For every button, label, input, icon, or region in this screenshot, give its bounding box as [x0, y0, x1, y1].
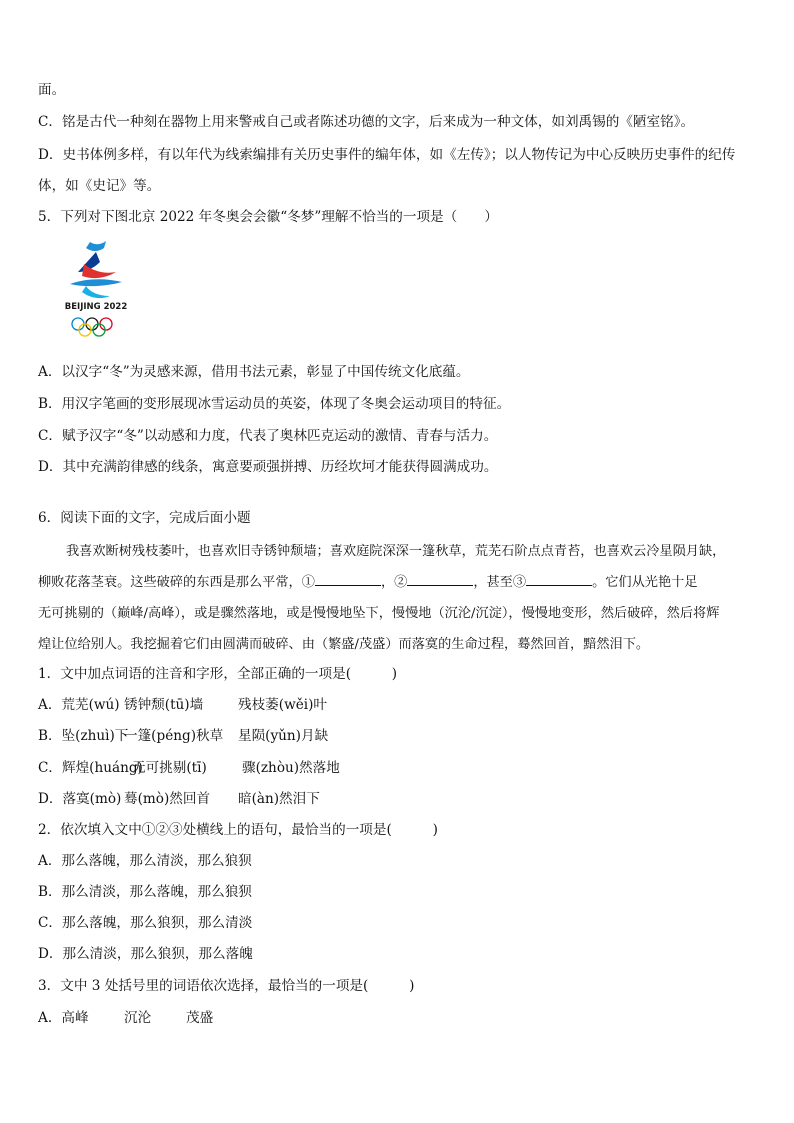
question-5-option-a: A．以汉字“冬”为灵感来源，借用书法元素，彰显了中国传统文化底蕴。 [38, 364, 470, 380]
question-5-option-c: C．赋予汉字“冬”以动感和力度，代表了奥林匹克运动的激情、青春与活力。 [38, 428, 498, 444]
question-5-option-b: B．用汉字笔画的变形展现冰雪运动员的英姿，体现了冬奥会运动项目的特征。 [38, 396, 511, 412]
passage-line-4: 煌让位给别人。我挖掘着它们由圆满而破碎、由（繁盛/茂盛）而落寞的生命过程，蓦然回首，黯然泪下。 [38, 637, 650, 652]
logo-stroke-lightblue [82, 286, 110, 298]
question-5-option-d: D．其中充满韵律感的线条，寓意要顽强拼搏、历经坎坷才能获得圆满成功。 [38, 459, 498, 475]
sub3-option-a: A．高峰 沉沦 茂盛 [38, 1010, 214, 1026]
reading-passage [38, 536, 758, 660]
sub1-option-c: C．辉煌(huáng)无可挑剔(tī) 骤(zhòu)然落地 [38, 760, 340, 776]
logo-stroke-blue [86, 241, 106, 251]
sub2-option-b: B．那么清淡，那么落魄，那么狼狈 [38, 884, 252, 900]
beijing-2022-logo [56, 238, 136, 342]
logo-text: BEIJING 2022 [64, 302, 128, 312]
sub-question-2: 2．依次填入文中①②③处横线上的语句，最恰当的一项是( ) [38, 822, 438, 838]
sub-question-1: 1．文中加点词语的注音和字形，全部正确的一项是( ) [38, 666, 398, 682]
option-d: D．史书体例多样，有以年代为线索编排有关历史事件的编年体，如《左传》；以人物传记为中心反映历史事件的纪传 [38, 147, 736, 163]
blank-1 [315, 571, 381, 586]
blank-2 [407, 571, 473, 586]
sub2-option-c: C．那么落魄，那么狼狈，那么清淡 [38, 915, 253, 931]
sub2-option-a: A．那么落魄，那么清淡，那么狼狈 [38, 853, 252, 869]
sub1-option-b: B．坠(zhuì)下一篷(péng)秋草 星陨(yǔn)月缺 [38, 728, 329, 744]
passage-line-2: 柳败花落茎衰。这些破碎的东西是那么平常，① ，② ，甚至③ 。它们从光艳十足 [38, 567, 758, 598]
sub2-option-d: D．那么清淡，那么狼狈，那么落魄 [38, 946, 253, 962]
question-5: 5．下列对下图北京 2022 年冬奥会会徽“冬梦”理解不恰当的一项是（ ） [38, 209, 499, 225]
question-6: 6．阅读下面的文字，完成后面小题 [38, 510, 251, 526]
text-line: 面。 [38, 82, 66, 98]
passage-line-3: 无可挑剔的（巅峰/高峰），或是骤然落地，或是慢慢地坠下，慢慢地（沉沦/沉淀），慢慢地变形，然后破碎，然后将辉 [38, 606, 720, 621]
sub1-option-d: D．落寞(mò) 蓦(mò)然回首 暗(àn)然泪下 [38, 791, 320, 807]
option-c: C．铭是古代一种刻在器物上用来警戒自己或者陈述功德的文字，后来成为一种文体，如刘禹锡的《陋室铭》。 [38, 114, 695, 130]
sub-question-3: 3．文中 3 处括号里的词语依次选择，最恰当的一项是( ) [38, 978, 415, 994]
blank-3 [526, 571, 592, 586]
sub1-option-a: A．荒芜(wú) 锈钟颓(tū)墙 残枝萎(wěi)叶 [38, 697, 328, 713]
olympic-rings-icon [72, 318, 112, 336]
option-d-continued: 体，如《史记》等。 [38, 178, 161, 194]
passage-line-1: 我喜欢断树残枝萎叶，也喜欢旧寺锈钟颓墙；喜欢庭院深深一篷秋草，荒芜石阶点点青苔，也喜欢云冷星陨月缺， [66, 544, 726, 559]
logo-stroke-ribbon [70, 279, 122, 286]
